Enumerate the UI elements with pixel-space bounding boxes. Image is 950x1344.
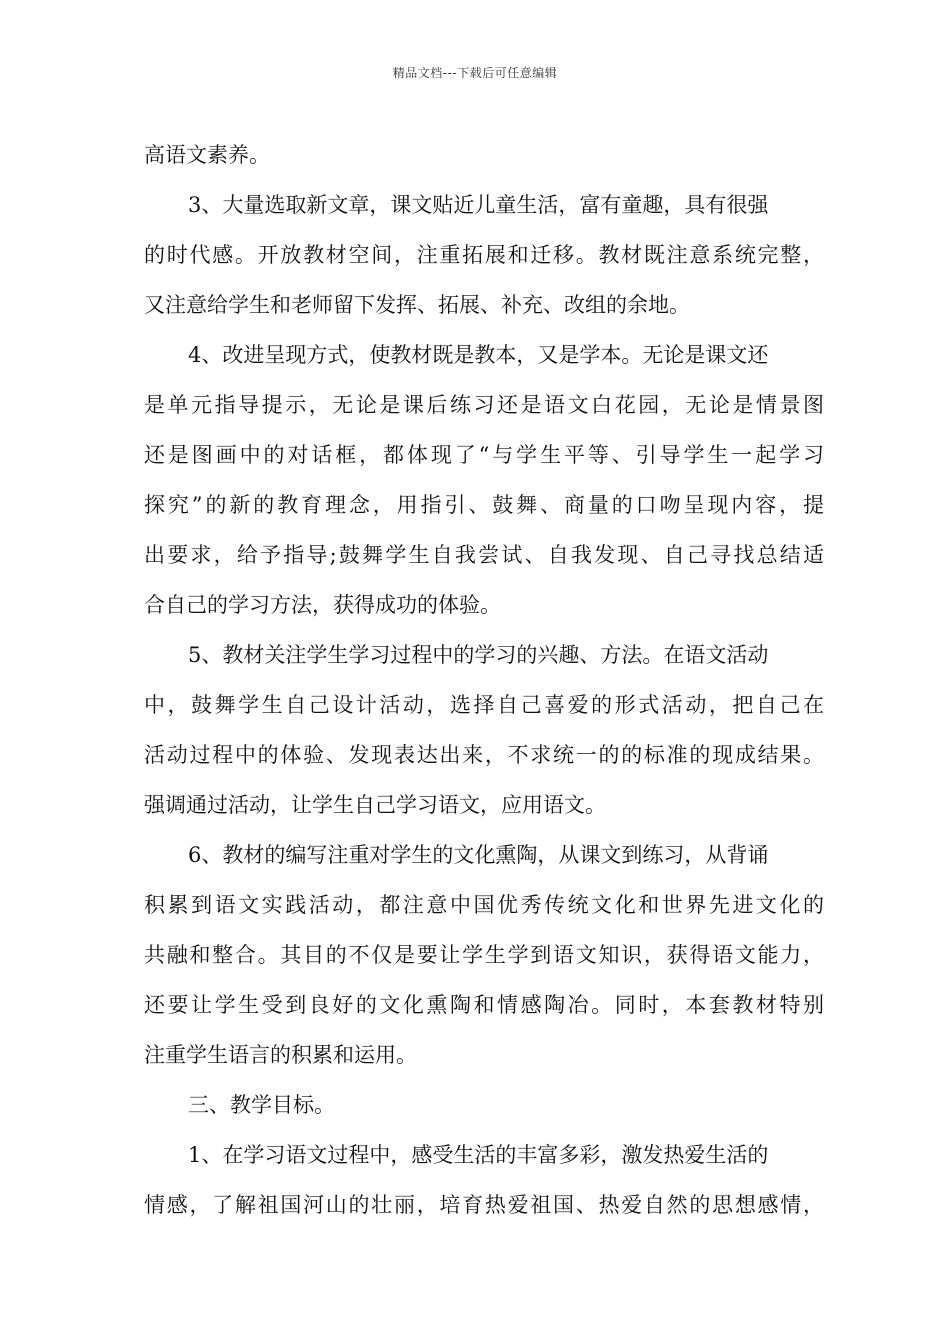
section-heading: 三、教学目标。	[188, 1093, 335, 1117]
text-line: 5、教材关注学生学习过程中的学习的兴趣、方法。在语文活动	[188, 643, 769, 667]
text-line: 出要求，给予指导;鼓舞学生自我尝试、自我发现、自己寻找总结适	[144, 543, 824, 567]
text-line: 共融和整合。其目的不仅是要让学生学到语文知识，获得语文能力，	[144, 943, 824, 967]
text-line: 合自己的学习方法，获得成功的体验。	[144, 593, 501, 617]
text-line: 3、大量选取新文章，课文贴近儿童生活，富有童趣，具有很强	[188, 193, 769, 217]
text-line: 高语文素养。	[144, 143, 270, 167]
page-header: 精品文档---下载后可任意编辑	[392, 66, 558, 80]
text-line: 6、教材的编写注重对学生的文化熏陶，从课文到练习，从背诵	[188, 843, 769, 867]
text-line: 又注意给学生和老师留下发挥、拓展、补充、改组的余地。	[144, 293, 690, 317]
text-line: 积累到语文实践活动，都注意中国优秀传统文化和世界先进文化的	[144, 893, 824, 917]
text-line: 情感，了解祖国河山的壮丽，培育热爱祖国、热爱自然的思想感情，	[144, 1193, 824, 1217]
text-line: 活动过程中的体验、发现表达出来，不求统一的的标准的现成结果。	[144, 743, 824, 767]
document-body	[144, 130, 824, 1230]
text-line: 的时代感。开放教材空间，注重拓展和迁移。教材既注意系统完整，	[144, 243, 824, 267]
text-line: 探究”的新的教育理念，用指引、鼓舞、商量的口吻呈现内容，提	[144, 493, 824, 517]
text-line: 注重学生语言的积累和运用。	[144, 1043, 417, 1067]
text-line: 中，鼓舞学生自己设计活动，选择自己喜爱的形式活动，把自己在	[144, 693, 824, 717]
text-line: 1、在学习语文过程中，感受生活的丰富多彩，激发热爱生活的	[188, 1143, 769, 1167]
text-line: 是单元指导提示，无论是课后练习还是语文白花园，无论是情景图	[144, 393, 824, 417]
text-line: 还是图画中的对话框，都体现了“与学生平等、引导学生一起学习	[144, 443, 824, 467]
text-line: 还要让学生受到良好的文化熏陶和情感陶冶。同时，本套教材特别	[144, 993, 824, 1017]
text-line: 4、改进呈现方式，使教材既是教本，又是学本。无论是课文还	[188, 343, 769, 367]
text-line: 强调通过活动，让学生自己学习语文，应用语文。	[144, 793, 606, 817]
